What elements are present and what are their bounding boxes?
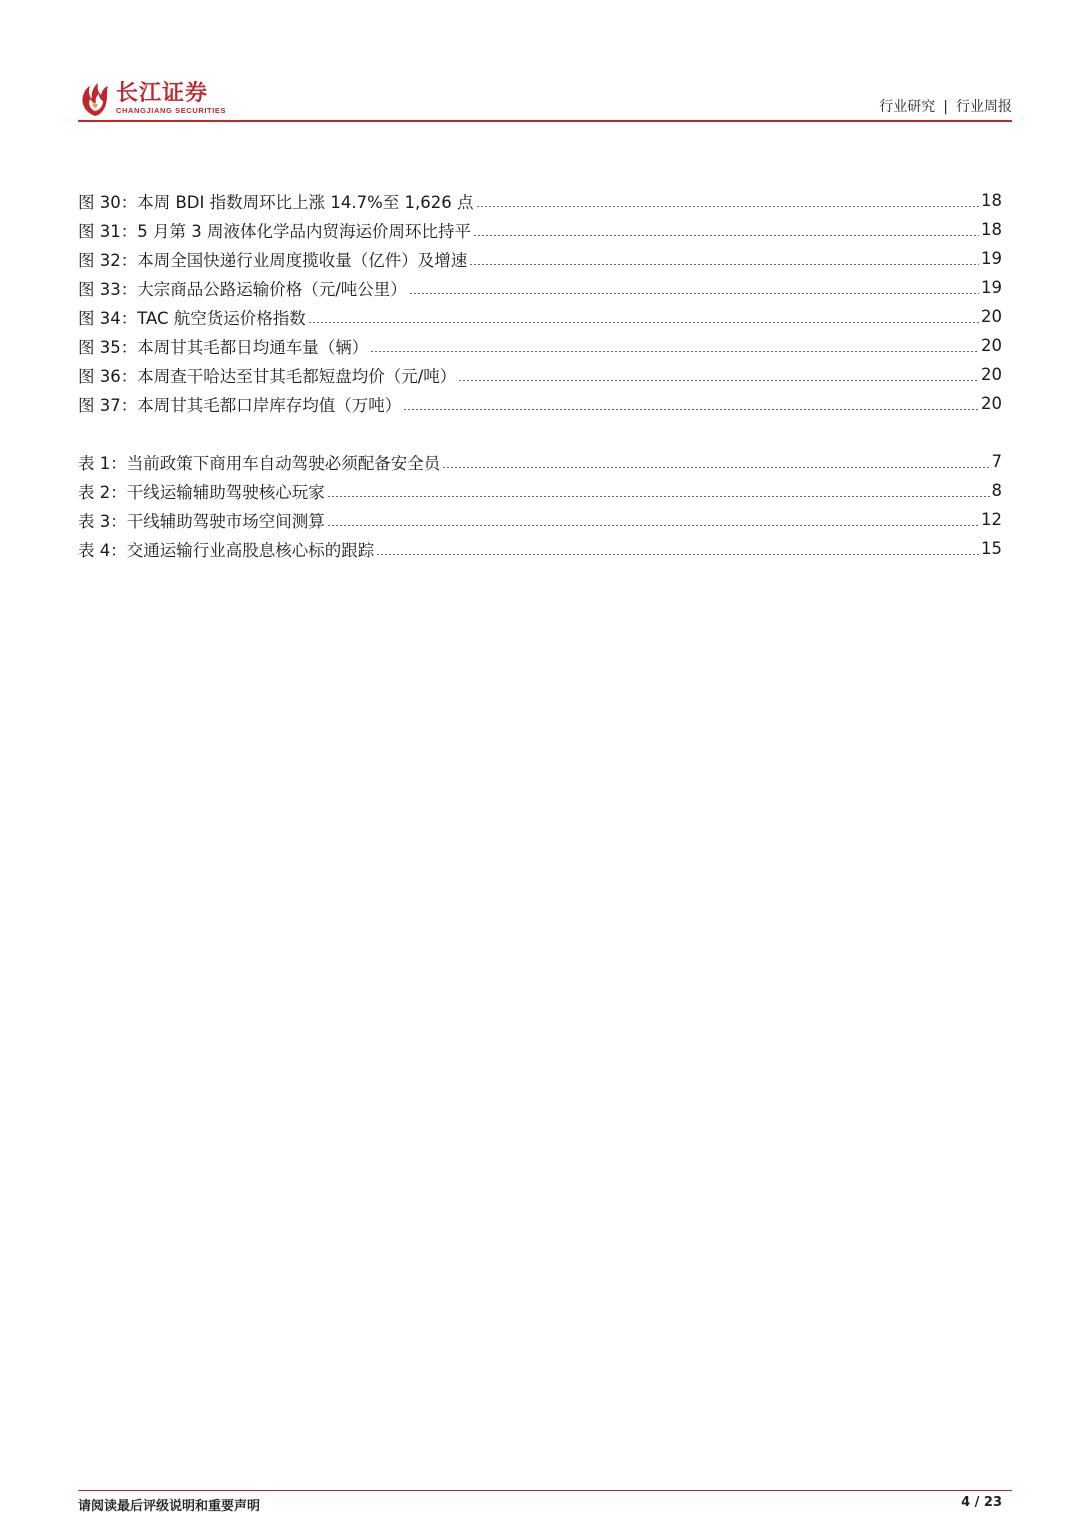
toc-entry-label: 图 31：5 月第 3 周液体化学品内贸海运价周环比持平 (78, 221, 471, 241)
phoenix-logo-icon (78, 78, 112, 118)
toc-figure-35[interactable] (78, 331, 1002, 360)
footer-disclaimer: 请阅读最后评级说明和重要声明 (78, 1499, 261, 1514)
dot-leader (376, 554, 979, 555)
dot-leader (308, 322, 979, 323)
dot-leader (327, 525, 979, 526)
dot-leader (442, 467, 989, 468)
toc-entry-label: 表 3：干线辅助驾驶市场空间测算 (78, 511, 325, 531)
company-logo (78, 76, 226, 120)
toc-figure-32[interactable] (78, 244, 1002, 273)
toc-entry-label: 图 32：本周全国快递行业周度揽收量（亿件）及增速 (78, 250, 468, 270)
dot-leader (370, 351, 979, 352)
toc-entry-label: 图 34：TAC 航空货运价格指数 (78, 308, 306, 328)
toc-entry-label: 图 35：本周甘其毛都日均通车量（辆） (78, 337, 369, 357)
header-separator: | (943, 99, 948, 115)
logo-chinese-name: 长江证券 (116, 80, 209, 106)
toc-entry-label: 图 30：本周 BDI 指数周环比上涨 14.7%至 1,626 点 (78, 192, 474, 212)
toc-page-number: 20 (981, 307, 1002, 326)
dot-leader (409, 293, 979, 294)
dot-leader (327, 496, 990, 497)
toc-page-number: 19 (981, 278, 1002, 297)
toc-figure-34[interactable] (78, 302, 1002, 331)
logo-english-name: CHANGJIANG SECURITIES (116, 105, 227, 115)
toc-entry-label: 表 1：当前政策下商用车自动驾驶必须配备安全员 (78, 453, 441, 473)
toc-page-number: 12 (981, 510, 1002, 529)
toc-page-number: 19 (981, 249, 1002, 268)
page-number: 4 / 23 (961, 1495, 1002, 1510)
report-category (879, 96, 1012, 116)
dot-leader (473, 235, 979, 236)
footer-divider (78, 1490, 1012, 1491)
toc-figure-36[interactable] (78, 360, 1002, 389)
figure-index (78, 186, 1002, 418)
page-header (78, 70, 1012, 122)
toc-page-number: 18 (981, 220, 1002, 239)
dot-leader (403, 409, 979, 410)
dot-leader (458, 380, 979, 381)
toc-page-number: 7 (991, 452, 1002, 471)
toc-table-1[interactable] (78, 447, 1002, 476)
toc-figure-33[interactable] (78, 273, 1002, 302)
toc-entry-label: 图 33：大宗商品公路运输价格（元/吨公里） (78, 279, 407, 299)
toc-page-number: 20 (981, 336, 1002, 355)
table-index (78, 447, 1002, 563)
toc-figure-31[interactable] (78, 215, 1002, 244)
toc-page-number: 20 (981, 365, 1002, 384)
dot-leader (469, 264, 979, 265)
toc-page-number: 15 (981, 539, 1002, 558)
toc-table-2[interactable] (78, 476, 1002, 505)
toc-figure-37[interactable] (78, 389, 1002, 418)
report-type-label: 行业周报 (956, 99, 1012, 115)
toc-page-number: 8 (991, 481, 1002, 500)
toc-page-number: 20 (981, 394, 1002, 413)
header-divider (78, 120, 1012, 122)
toc-figure-30[interactable] (78, 186, 1002, 215)
toc-table-4[interactable] (78, 534, 1002, 563)
toc-page-number: 18 (981, 191, 1002, 210)
toc-table-3[interactable] (78, 505, 1002, 534)
toc-entry-label: 图 37：本周甘其毛都口岸库存均值（万吨） (78, 395, 402, 415)
toc-entry-label: 表 4：交通运输行业高股息核心标的跟踪 (78, 540, 375, 560)
toc-entry-label: 图 36：本周查干哈达至甘其毛都短盘均价（元/吨） (78, 366, 457, 386)
dot-leader (476, 206, 979, 207)
toc-entry-label: 表 2：干线运输辅助驾驶核心玩家 (78, 482, 325, 502)
category-label: 行业研究 (879, 99, 936, 115)
